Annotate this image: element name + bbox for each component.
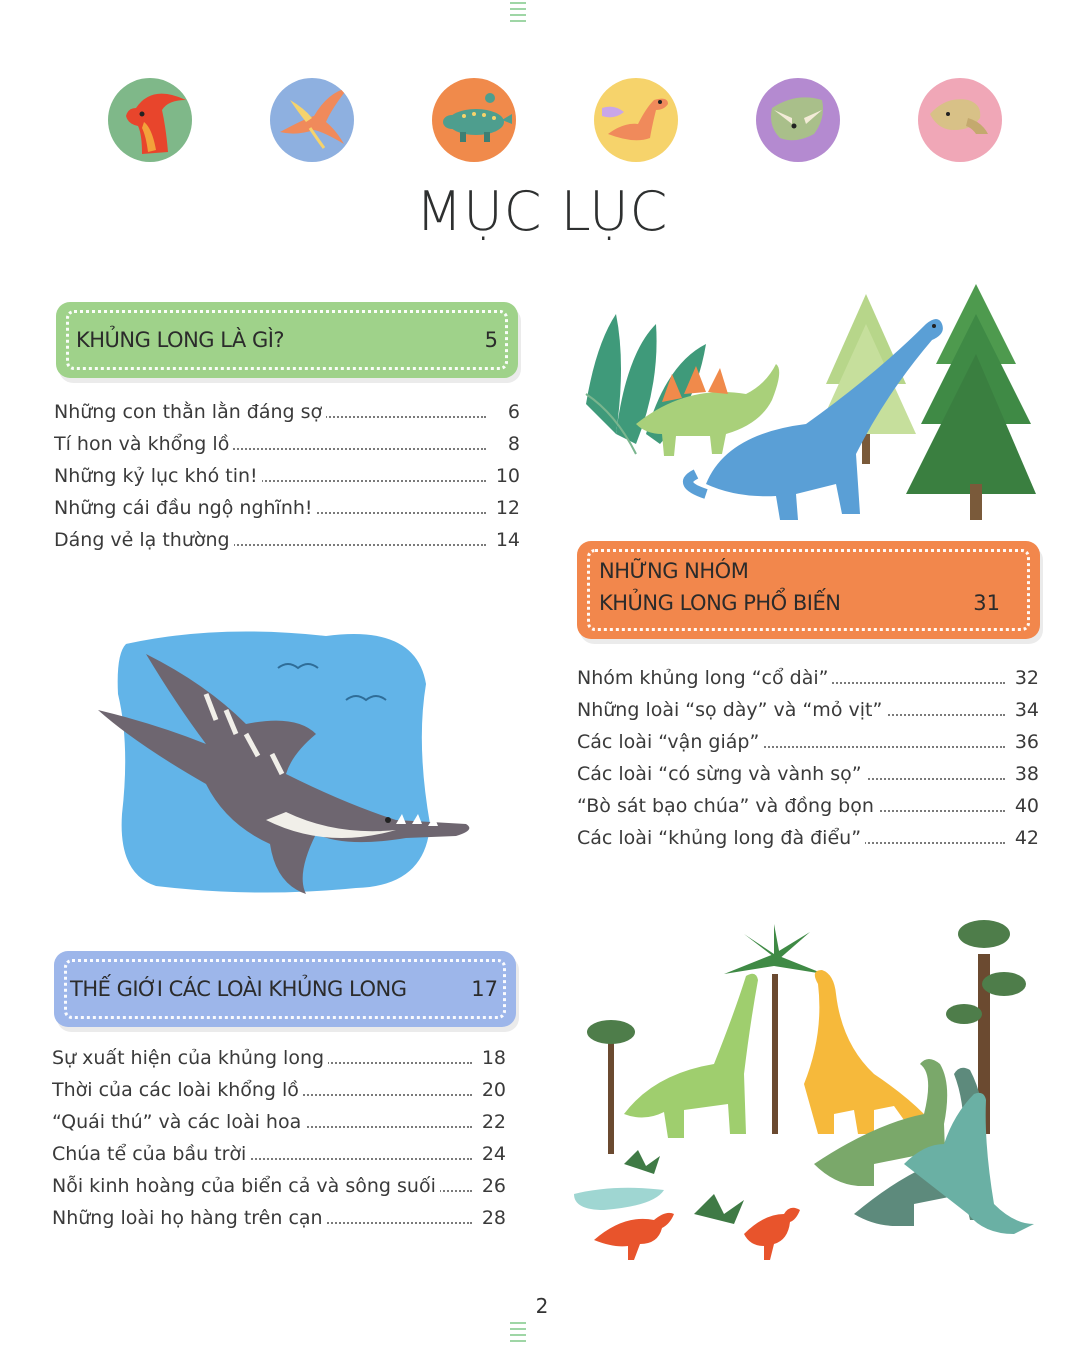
- triceratops-icon: [756, 78, 840, 162]
- page-title: MỤC LỤC: [415, 180, 669, 243]
- toc-entry-label: Nhóm khủng long “cổ dài”: [577, 667, 832, 689]
- toc-entry-page: 6: [502, 396, 520, 428]
- section-title: THẾ GIỚI CÁC LOÀI KHỦNG LONG: [70, 977, 407, 1001]
- section-title: KHỦNG LONG LÀ GÌ?: [76, 328, 285, 352]
- toc-entry-page: 42: [1009, 822, 1039, 854]
- toc-entry-label: Tí hon và khổng lồ: [54, 433, 233, 455]
- section-banner-common-groups[interactable]: [577, 541, 1040, 639]
- toc-entry[interactable]: [52, 1074, 506, 1106]
- protoceratops-icon: [918, 78, 1002, 162]
- toc-entry-page: 10: [490, 460, 520, 492]
- page-number: 2: [535, 1294, 549, 1318]
- toc-entry[interactable]: [577, 822, 1039, 854]
- section-page: 5: [484, 328, 498, 352]
- toc-entry-label: Các loài “khủng long đà điểu”: [577, 827, 865, 849]
- toc-entry-label: Nỗi kinh hoàng của biển cả và sông suối: [52, 1175, 440, 1197]
- toc-entry[interactable]: [577, 758, 1039, 790]
- ankylosaurus-icon: [432, 78, 516, 162]
- toc-entry[interactable]: [577, 662, 1039, 694]
- toc-entry-page: 26: [476, 1170, 506, 1202]
- toc-list-section-1: [54, 396, 520, 556]
- toc-entry[interactable]: [52, 1170, 506, 1202]
- bottom-decoration: [510, 1322, 526, 1346]
- toc-entry-page: 18: [476, 1042, 506, 1074]
- section-banner-what-is-dinosaur[interactable]: [56, 302, 518, 378]
- toc-entry-page: 12: [490, 492, 520, 524]
- toc-entry[interactable]: [54, 524, 520, 556]
- toc-entry-page: 22: [476, 1106, 506, 1138]
- toc-entry-label: Các loài “có sừng và vành sọ”: [577, 763, 866, 785]
- toc-entry[interactable]: [52, 1138, 506, 1170]
- toc-entry-page: 38: [1009, 758, 1039, 790]
- toc-entry-page: 36: [1009, 726, 1039, 758]
- toc-entry-label: Chúa tể của bầu trời: [52, 1143, 250, 1165]
- section-banner-dinosaur-world[interactable]: [54, 951, 516, 1027]
- toc-entry-label: Những con thằn lằn đáng sợ: [54, 401, 326, 423]
- toc-entry-label: Các loài “vận giáp”: [577, 731, 763, 753]
- toc-entry-page: 8: [502, 428, 520, 460]
- sauropod-herd-illustration: [574, 914, 1040, 1294]
- toc-entry-page: 24: [476, 1138, 506, 1170]
- toc-entry[interactable]: [54, 460, 520, 492]
- toc-entry-label: Những loài họ hàng trên cạn: [52, 1207, 327, 1229]
- toc-entry[interactable]: [54, 396, 520, 428]
- toc-entry[interactable]: [577, 694, 1039, 726]
- toc-entry-label: Thời của các loài khổng lồ: [52, 1079, 303, 1101]
- section-title-line-2: KHỦNG LONG PHỔ BIẾN: [599, 591, 841, 615]
- toc-entry-label: Dáng vẻ lạ thường: [54, 529, 234, 551]
- toc-entry-page: 40: [1009, 790, 1039, 822]
- toc-entry[interactable]: [577, 790, 1039, 822]
- toc-list-section-2: [577, 662, 1039, 854]
- parasaurolophus-icon: [108, 78, 192, 162]
- toc-entry-page: 14: [490, 524, 520, 556]
- toc-entry-page: 34: [1009, 694, 1039, 726]
- dinosaurs-forest-illustration: [576, 284, 1036, 524]
- top-decoration: [510, 2, 526, 26]
- toc-entry-page: 28: [476, 1202, 506, 1234]
- baby-dinosaur-icon: [594, 78, 678, 162]
- toc-entry[interactable]: [52, 1106, 506, 1138]
- toc-list-section-3: [52, 1042, 506, 1234]
- toc-entry[interactable]: [577, 726, 1039, 758]
- toc-entry[interactable]: [54, 428, 520, 460]
- pterosaur-icon: [270, 78, 354, 162]
- section-title-line-1: NHỮNG NHÓM: [599, 559, 749, 583]
- toc-entry-label: Những cái đầu ngộ nghĩnh!: [54, 497, 317, 519]
- toc-entry[interactable]: [54, 492, 520, 524]
- marine-reptile-illustration: [96, 624, 492, 898]
- toc-entry-label: “Quái thú” và các loài hoa: [52, 1111, 305, 1133]
- toc-entry[interactable]: [52, 1042, 506, 1074]
- toc-entry-label: Sự xuất hiện của khủng long: [52, 1047, 328, 1069]
- toc-entry-page: 32: [1009, 662, 1039, 694]
- section-page: 17: [471, 977, 498, 1001]
- toc-entry-label: “Bò sát bạo chúa” và đồng bọn: [577, 795, 878, 817]
- section-page: 31: [973, 591, 1000, 615]
- toc-entry-page: 20: [476, 1074, 506, 1106]
- toc-entry-label: Những loài “sọ dày” và “mỏ vịt”: [577, 699, 886, 721]
- toc-entry[interactable]: [52, 1202, 506, 1234]
- toc-entry-label: Những kỷ lục khó tin!: [54, 465, 262, 487]
